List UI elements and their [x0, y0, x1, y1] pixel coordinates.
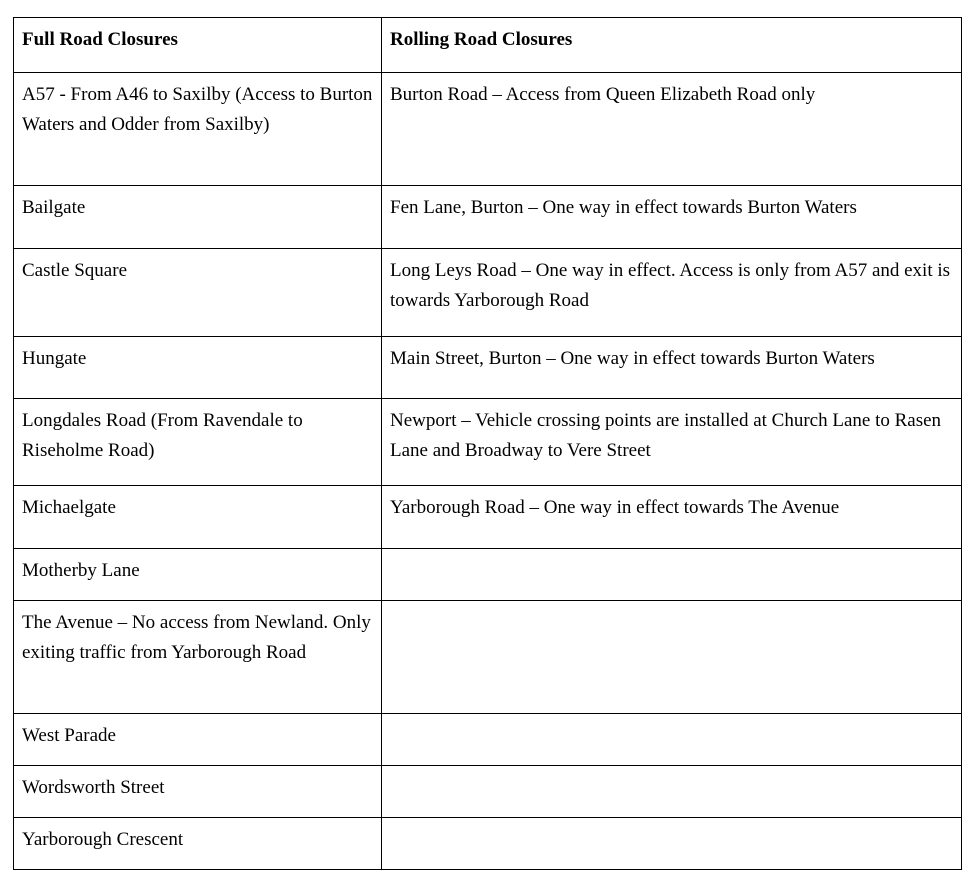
rolling-closure-cell [382, 549, 962, 601]
full-closure-cell: Wordsworth Street [14, 766, 382, 818]
table-row [14, 549, 962, 601]
rolling-closure-cell [382, 601, 962, 714]
table-row [14, 714, 962, 766]
rolling-closure-cell [382, 766, 962, 818]
full-closure-cell: A57 - From A46 to Saxilby (Access to Burton Waters and Odder from Saxilby) [14, 73, 382, 186]
table-row [14, 818, 962, 870]
full-closure-cell: Motherby Lane [14, 549, 382, 601]
rolling-closure-cell [382, 714, 962, 766]
rolling-closure-cell [382, 818, 962, 870]
table-row [14, 337, 962, 399]
full-closure-cell: Longdales Road (From Ravendale to Riseholme Road) [14, 399, 382, 486]
rolling-closure-cell: Long Leys Road – One way in effect. Access is only from A57 and exit is towards Yarborough Road [382, 249, 962, 337]
road-closures-table [13, 17, 962, 870]
full-closure-cell: The Avenue – No access from Newland. Only exiting traffic from Yarborough Road [14, 601, 382, 714]
full-closure-cell: Yarborough Crescent [14, 818, 382, 870]
rolling-closure-cell: Fen Lane, Burton – One way in effect towards Burton Waters [382, 186, 962, 249]
full-closure-cell: Hungate [14, 337, 382, 399]
table-row [14, 486, 962, 549]
full-closure-cell: Michaelgate [14, 486, 382, 549]
header-rolling-road-closures: Rolling Road Closures [382, 18, 962, 73]
rolling-closure-cell: Newport – Vehicle crossing points are installed at Church Lane to Rasen Lane and Broadway to Vere Street [382, 399, 962, 486]
table-row [14, 186, 962, 249]
table-header-row [14, 18, 962, 73]
table-row [14, 399, 962, 486]
rolling-closure-cell: Main Street, Burton – One way in effect towards Burton Waters [382, 337, 962, 399]
full-closure-cell: West Parade [14, 714, 382, 766]
rolling-closure-cell: Burton Road – Access from Queen Elizabeth Road only [382, 73, 962, 186]
full-closure-cell: Castle Square [14, 249, 382, 337]
rolling-closure-cell: Yarborough Road – One way in effect towards The Avenue [382, 486, 962, 549]
table-row [14, 73, 962, 186]
header-full-road-closures: Full Road Closures [14, 18, 382, 73]
table-row [14, 601, 962, 714]
full-closure-cell: Bailgate [14, 186, 382, 249]
table-row [14, 766, 962, 818]
table-row [14, 249, 962, 337]
